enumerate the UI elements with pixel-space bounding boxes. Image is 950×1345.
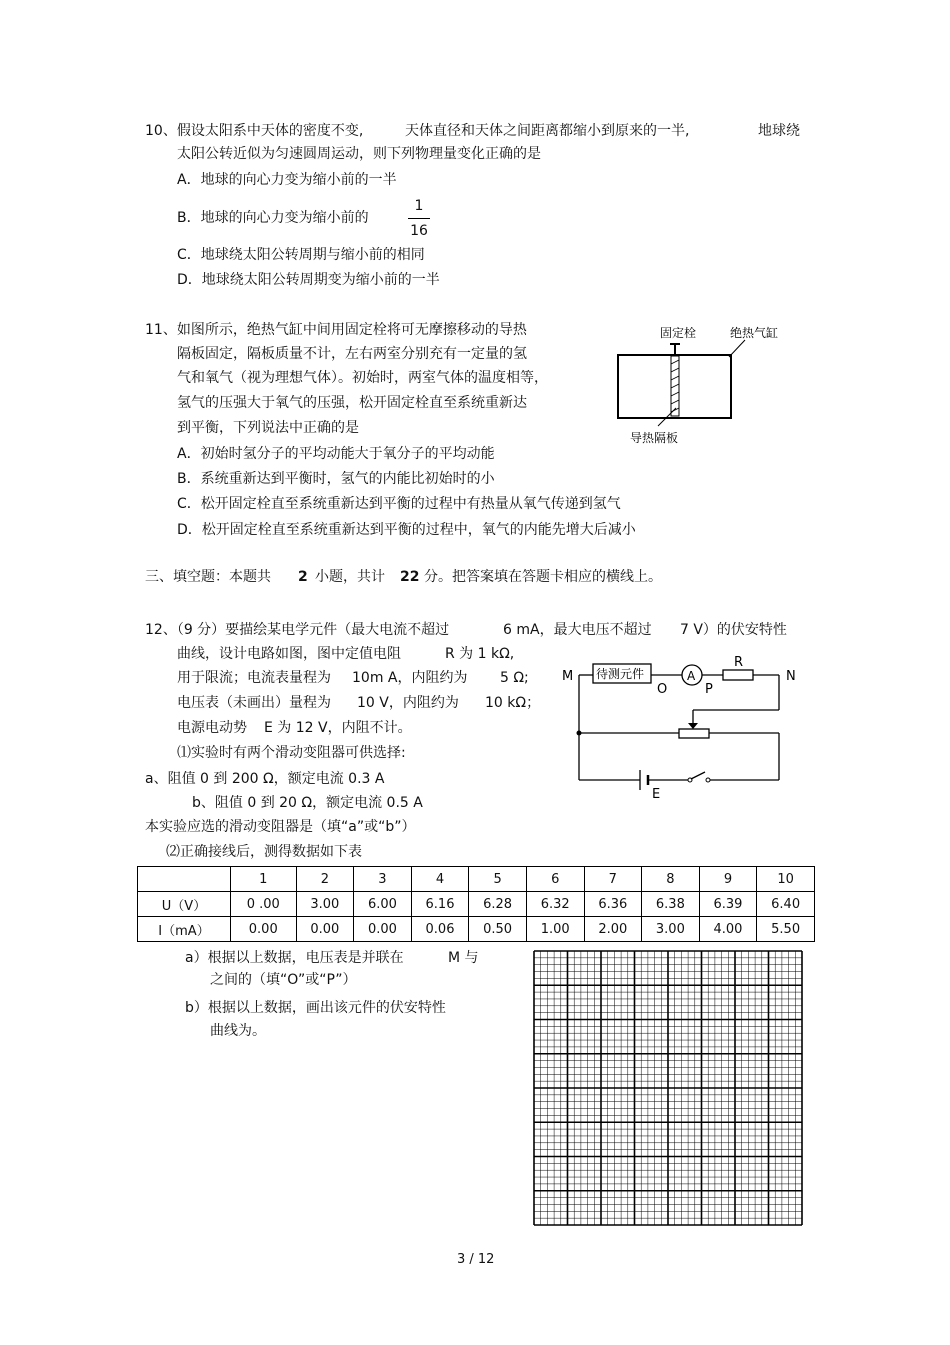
table-cell: 6.32	[526, 892, 584, 917]
node-p-label: P	[705, 682, 713, 697]
sliding-rheostat	[679, 729, 709, 738]
cylinder-leader-line	[729, 340, 745, 357]
table-cell: 3.00	[642, 917, 700, 942]
table-row-current	[138, 917, 815, 942]
fixed-resistor	[723, 670, 753, 680]
q12-line3c: 5 Ω;	[500, 670, 529, 686]
node-o-label: O	[657, 682, 668, 697]
rheostat-slider-arrow	[688, 723, 698, 729]
q11-line2: 隔板固定，隔板质量不计，左右两室分别充有一定量的氢	[177, 346, 527, 362]
insulated-cylinder-label: 绝热气缸	[730, 326, 779, 340]
q10-fraction	[408, 196, 430, 241]
section3-text-c: 分。把答案填在答题卡相应的横线上。	[424, 569, 662, 585]
q11-line4: 氢气的压强大于氧气的压强，松开固定栓直至系统重新达	[177, 395, 527, 411]
q12-line1a: 12、（9 分）要描绘某电学元件（最大电流不超过	[145, 622, 450, 638]
table-cell: 0.00	[231, 917, 297, 942]
table-header-cell: 9	[699, 867, 757, 892]
q12-line2: 曲线，设计电路如图，图中定值电阻	[177, 646, 401, 662]
q12-fill-prompt: 本实验应选的滑动变阻器是（填“a”或“b”）	[145, 819, 416, 835]
q12-sub-a-line1b: M 与	[448, 950, 479, 966]
plate-label: 导热隔板	[630, 431, 679, 445]
q11-option-c: C．松开固定栓直至系统重新达到平衡的过程中有热量从氧气传递到氢气	[177, 496, 621, 512]
q11-line3: 气和氧气（视为理想气体）。初始时，两室气体的温度相等，	[177, 370, 548, 386]
q12-line3a: 用于限流；电流表量程为	[177, 670, 331, 686]
ammeter-label: A	[687, 669, 696, 683]
q11-option-d: D．松开固定栓直至系统重新达到平衡的过程中，氧气的内能先增大后减小	[177, 522, 636, 538]
q12-sub-a-line1: a）根据以上数据，电压表是并联在	[185, 950, 404, 966]
section3-score: 22	[400, 569, 420, 585]
q12-part2: ⑵正确接线后，测得数据如下表	[166, 844, 362, 860]
q12-part1: ⑴实验时有两个滑动变阻器可供选择:	[177, 745, 406, 761]
section3-text-b: 小题，共计	[315, 569, 385, 585]
table-cell: 0.00	[296, 917, 354, 942]
table-header-cell: 4	[411, 867, 469, 892]
table-cell: 0.50	[469, 917, 527, 942]
resistor-label: R	[734, 655, 744, 670]
table-header-cell: 7	[584, 867, 642, 892]
table-header-cell: 2	[296, 867, 354, 892]
q12-sub-a-line2: 之间的（填“O”或“P”）	[210, 972, 357, 988]
table-row-voltage	[138, 892, 815, 917]
q12-line1b: 6 mA，最大电压不超过	[503, 622, 652, 638]
q12-choice-a: a、阻值 0 到 200 Ω，额定电流 0.3 A	[145, 771, 385, 787]
q10-option-b: B．地球的向心力变为缩小前的	[177, 210, 369, 226]
table-cell: 0 .00	[231, 892, 297, 917]
table-cell: 0.00	[354, 917, 412, 942]
q12-line4c: 10 kΩ；	[485, 695, 541, 711]
table-header-cell: 3	[354, 867, 412, 892]
device-label: 待测元件	[596, 667, 645, 681]
circuit-diagram	[555, 650, 805, 805]
q12-line2b: R 为 1 kΩ,	[445, 646, 515, 662]
q11-option-b: B．系统重新达到平衡时，氢气的内能比初始时的小	[177, 471, 495, 487]
table-cell: 6.38	[642, 892, 700, 917]
q10-option-d: D．地球绕太阳公转周期变为缩小前的一半	[177, 272, 440, 288]
section3-text-a: 三、填空题：本题共	[145, 569, 271, 585]
table-cell: 4.00	[699, 917, 757, 942]
q11-line1: 11、如图所示，绝热气缸中间用固定栓将可无摩擦移动的导热	[145, 322, 527, 338]
cylinder-figure	[610, 320, 810, 450]
q12-line4a: 电压表（未画出）量程为	[177, 695, 331, 711]
table-header-cell: 5	[469, 867, 527, 892]
table-cell: 6.28	[469, 892, 527, 917]
q11-line5: 到平衡，下列说法中正确的是	[177, 420, 359, 436]
q10-option-a: A．地球的向心力变为缩小前的一半	[177, 172, 397, 188]
q12-line4b: 10 V，内阻约为	[357, 695, 459, 711]
q12-line3b: 10m A，内阻约为	[352, 670, 468, 686]
table-cell: 6.36	[584, 892, 642, 917]
q10-line1a: 10、假设太阳系中天体的密度不变,	[145, 123, 364, 139]
q10-option-c: C．地球绕太阳公转周期与缩小前的相同	[177, 247, 425, 263]
table-cell: 6.39	[699, 892, 757, 917]
table-cell: 1.00	[526, 917, 584, 942]
fixed-pin-label: 固定栓	[660, 326, 697, 340]
table-cell: 2.00	[584, 917, 642, 942]
table-cell: 5.50	[757, 917, 815, 942]
data-table	[137, 866, 815, 942]
table-cell: U（V）	[138, 892, 231, 917]
q11-option-a: A．初始时氢分子的平均动能大于氧分子的平均动能	[177, 446, 495, 462]
fraction-numerator: 1	[414, 198, 424, 214]
section3-count: 2	[298, 569, 308, 585]
table-cell: 3.00	[296, 892, 354, 917]
table-cell: 6.00	[354, 892, 412, 917]
table-cell: 0.06	[411, 917, 469, 942]
q12-line1c: 7 V）的伏安特性	[680, 622, 787, 638]
q12-sub-b-line1: b）根据以上数据，画出该元件的伏安特性	[185, 1000, 446, 1016]
table-header-cell: 8	[642, 867, 700, 892]
switch-symbol	[691, 772, 705, 779]
q12-line5b: E 为 12 V，内阻不计。	[264, 720, 412, 736]
q10-line1c: 地球绕	[758, 123, 800, 139]
table-cell: 6.40	[757, 892, 815, 917]
table-cell: 6.16	[411, 892, 469, 917]
q10-line1b: 天体直径和天体之间距离都缩小到原来的一半,	[405, 123, 690, 139]
graph-paper	[533, 950, 803, 1226]
q12-line5a: 电源电动势	[177, 720, 247, 736]
q12-choice-b: b、阻值 0 到 20 Ω，额定电流 0.5 A	[192, 795, 423, 811]
fraction-denominator: 16	[410, 223, 428, 239]
emf-label: E	[652, 787, 661, 802]
table-header-cell: 10	[757, 867, 815, 892]
page-number: 3 / 12	[457, 1252, 495, 1267]
table-header-row	[138, 867, 815, 892]
table-cell: I（mA）	[138, 917, 231, 942]
fraction-bar	[408, 218, 430, 219]
table-header-cell: 6	[526, 867, 584, 892]
node-n-label: N	[786, 669, 796, 684]
q10-line2: 太阳公转近似为匀速圆周运动，则下列物理量变化正确的是	[177, 146, 541, 162]
table-header-cell: 1	[231, 867, 297, 892]
node-m-label: M	[562, 669, 574, 684]
q12-sub-b-line2: 曲线为。	[210, 1023, 266, 1039]
table-header-cell	[138, 867, 231, 892]
